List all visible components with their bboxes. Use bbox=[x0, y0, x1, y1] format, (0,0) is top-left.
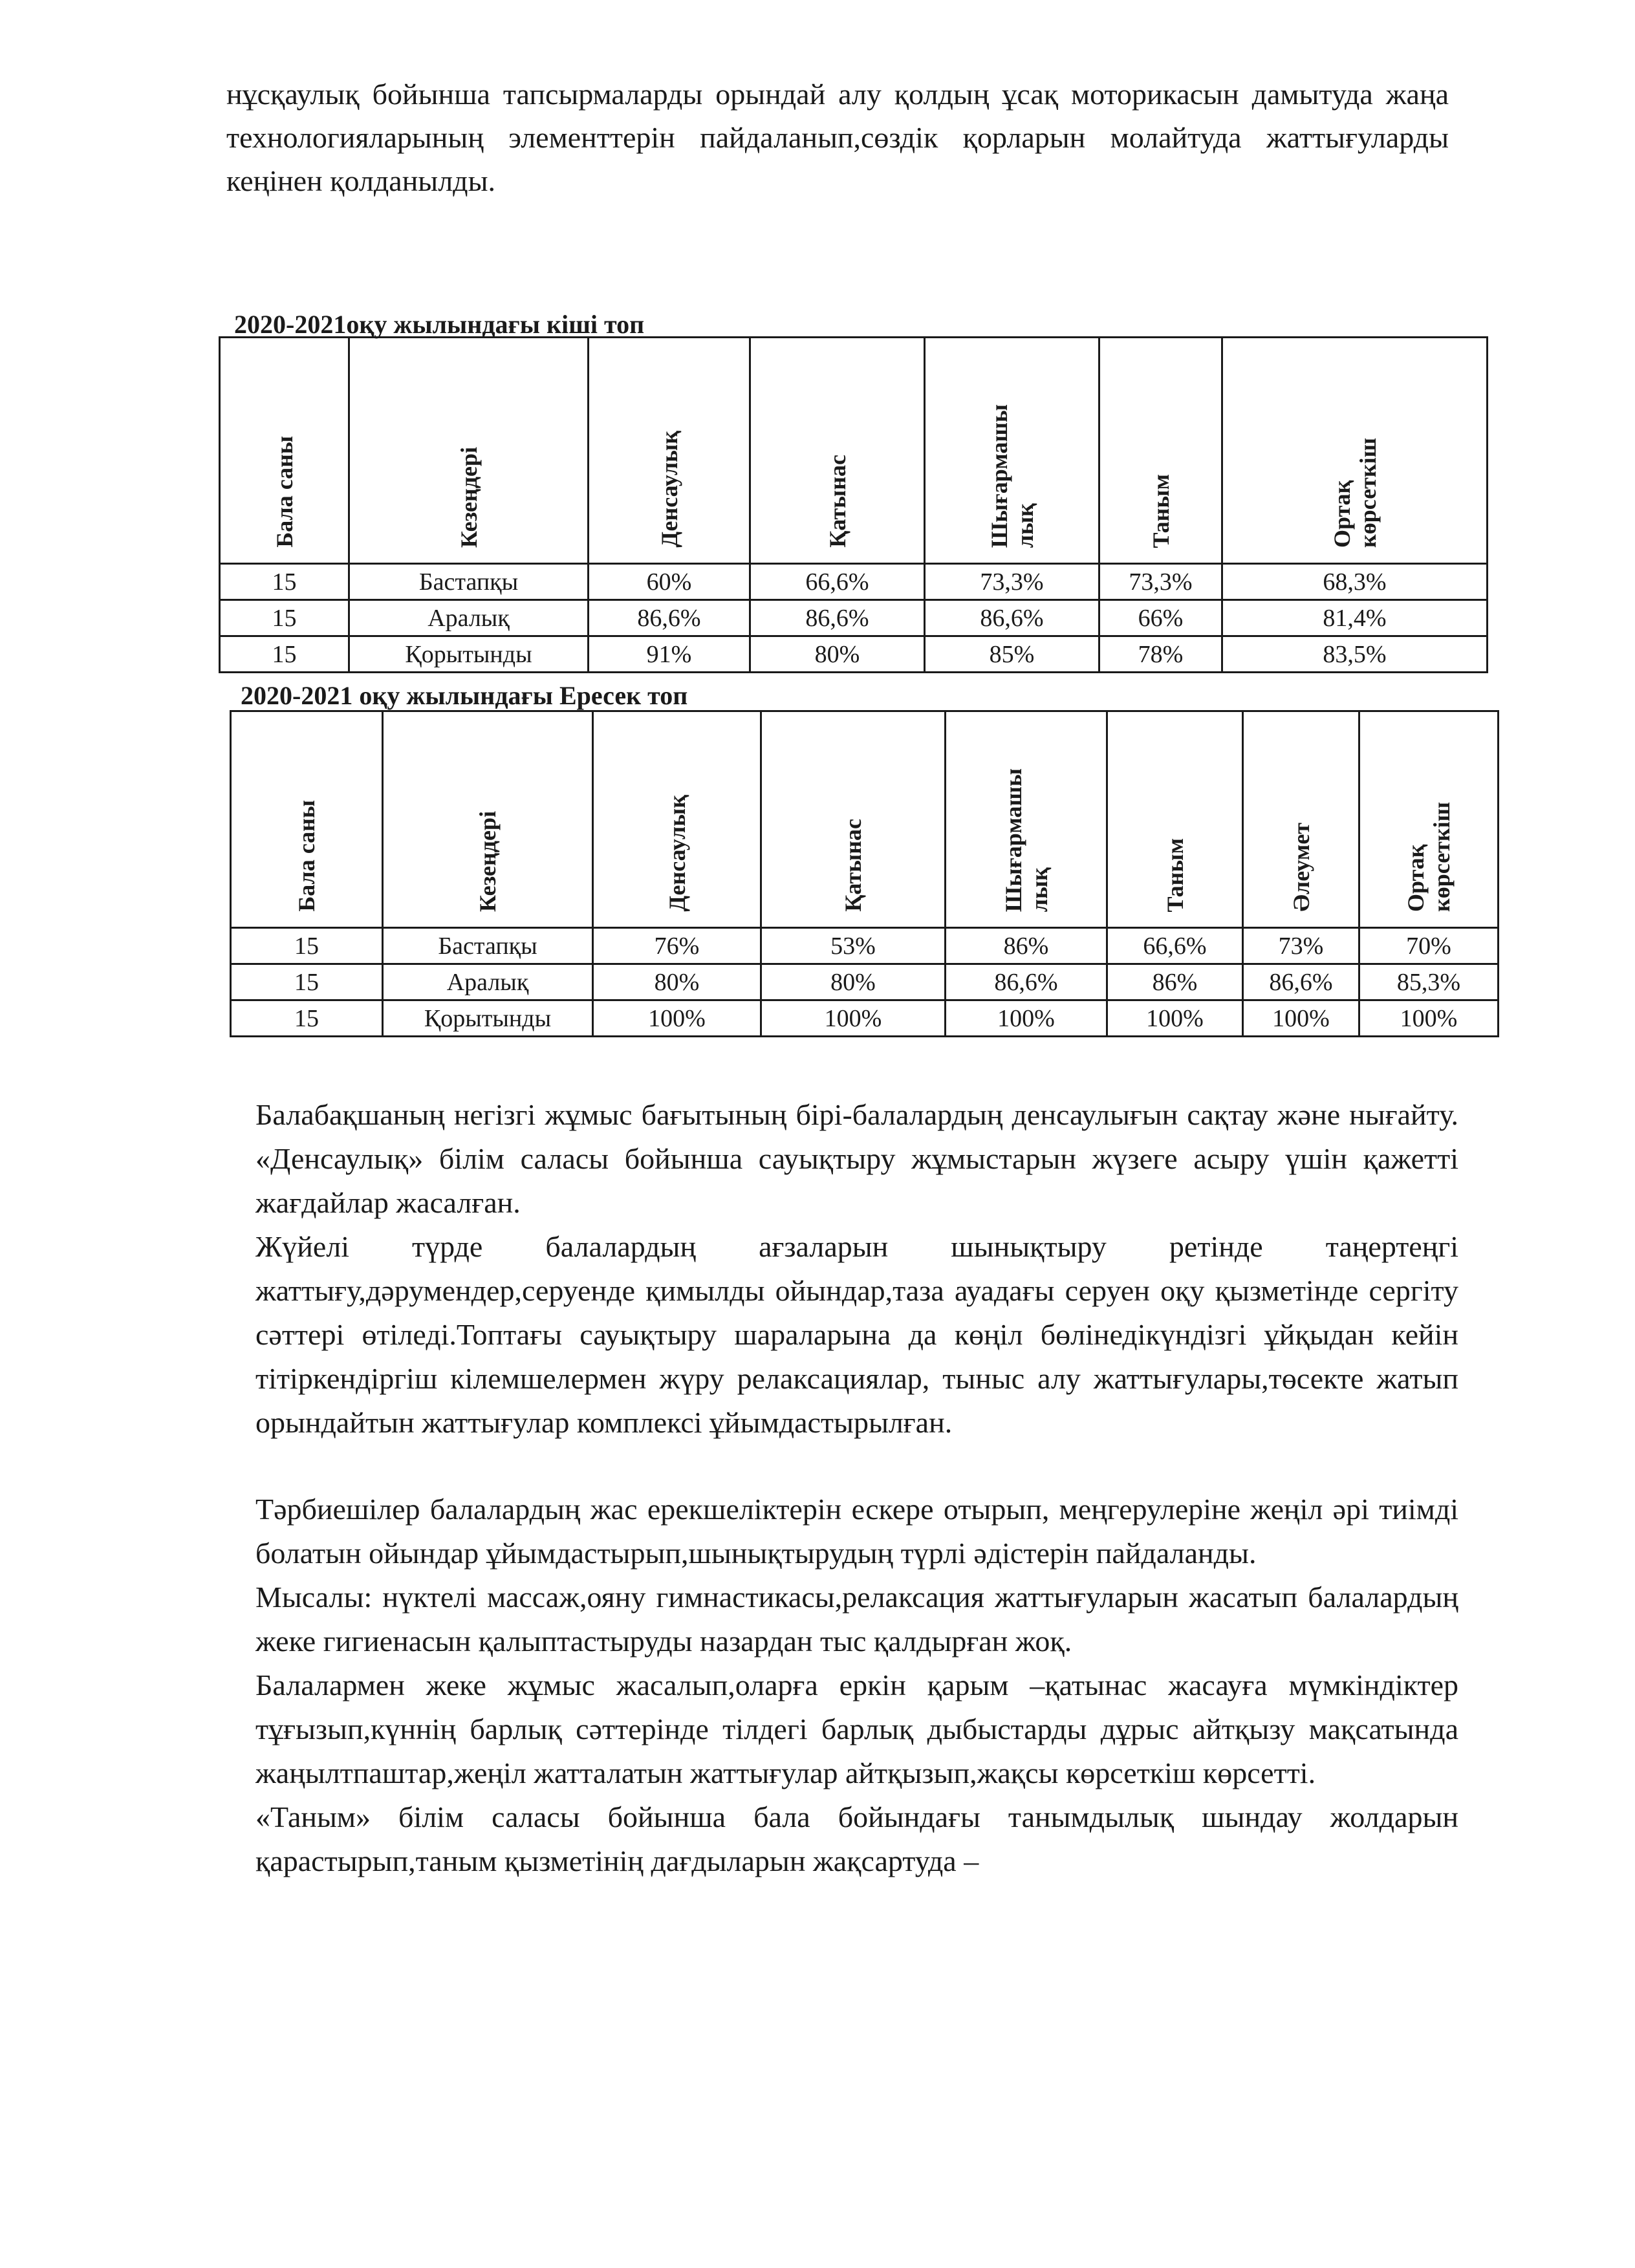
table-cell: 73% bbox=[1243, 928, 1359, 964]
paragraph: «Таным» білім саласы бойынша бала бойындағы танымдылық шындау жолдарын қарастырып,таным қызметінің дағдыларын жақсартуда – bbox=[255, 1800, 1458, 1877]
table2-header bbox=[1359, 711, 1499, 928]
table-cell: 66,6% bbox=[750, 564, 925, 600]
paragraph: Балабақшаның негізгі жұмыс бағытының бірі-балалардың денсаулығын сақтау және нығайту. «Денсаулық» білім саласы бойынша сауықтыру жұмыстарын жүзеге асыру үшін қажетті жағдайлар жасалған. bbox=[255, 1098, 1458, 1219]
table-cell: 15 bbox=[231, 964, 383, 1000]
table-row bbox=[231, 1000, 1499, 1037]
table-cell: 76% bbox=[593, 928, 761, 964]
table1-header bbox=[925, 338, 1099, 564]
table2-header-label: Бала саны bbox=[294, 800, 319, 912]
table1-header-label: Денсаулық bbox=[656, 431, 682, 548]
table2-header-label: Қатынас bbox=[840, 819, 866, 912]
table-cell: 60% bbox=[589, 564, 750, 600]
table-cell: 15 bbox=[220, 636, 349, 673]
table-row bbox=[231, 964, 1499, 1000]
table-cell: 73,3% bbox=[925, 564, 1099, 600]
table-cell: 53% bbox=[761, 928, 946, 964]
table1-title: 2020-2021оқу жылындағы кіші топ bbox=[234, 310, 645, 339]
paragraph: Тәрбиешілер балалардың жас ерекшеліктерін ескере отырып, меңгерулеріне жеңіл әрі тиімді болатын ойындар ұйымдастырып,шынықтырудың түрлі әдістерін пайдаланды. bbox=[255, 1493, 1458, 1570]
table-cell: Қорытынды bbox=[383, 1000, 593, 1037]
table-cell: Бастапқы bbox=[349, 564, 589, 600]
table-cell: 85,3% bbox=[1359, 964, 1499, 1000]
table1-header bbox=[750, 338, 925, 564]
table-cell: 100% bbox=[946, 1000, 1107, 1037]
table1-header-label: Қатынас bbox=[824, 455, 850, 548]
table2-header-label: Әлеумет bbox=[1288, 823, 1314, 912]
table-cell: 15 bbox=[220, 564, 349, 600]
table1-header-label: Ортақ көрсеткіш bbox=[1328, 438, 1381, 548]
table-junior-group bbox=[219, 336, 1488, 673]
table2-header-label: Кезеңдері bbox=[475, 810, 501, 912]
table2-header-row bbox=[231, 711, 1499, 928]
table2-header bbox=[761, 711, 946, 928]
table-cell: Аралық bbox=[349, 600, 589, 636]
table-row bbox=[220, 636, 1488, 673]
table-cell: 91% bbox=[589, 636, 750, 673]
table-cell: 86,6% bbox=[1243, 964, 1359, 1000]
table2-header bbox=[1243, 711, 1359, 928]
table-cell: 86,6% bbox=[925, 600, 1099, 636]
table-row bbox=[231, 928, 1499, 964]
table-cell: 80% bbox=[750, 636, 925, 673]
table2-header bbox=[1107, 711, 1243, 928]
table-cell: Бастапқы bbox=[383, 928, 593, 964]
table2-header bbox=[231, 711, 383, 928]
table-cell: 86% bbox=[1107, 964, 1243, 1000]
table2-header-label: Шығармашы лық bbox=[1000, 768, 1052, 912]
table-cell: 100% bbox=[1243, 1000, 1359, 1037]
table-cell: 100% bbox=[761, 1000, 946, 1037]
table1-header bbox=[1222, 338, 1488, 564]
table1-header-label: Бала саны bbox=[271, 436, 298, 548]
table-cell: 66,6% bbox=[1107, 928, 1243, 964]
table2-header-label: Таным bbox=[1162, 837, 1188, 912]
table-cell: 86,6% bbox=[589, 600, 750, 636]
table1-header bbox=[589, 338, 750, 564]
table2-header bbox=[593, 711, 761, 928]
table2-header-label: Ортақ көрсеткіш bbox=[1403, 802, 1455, 912]
intro-paragraph: нұсқаулық бойынша тапсырмаларды орындай алу қолдың ұсақ моторикасын дамытуда жаңа технологияларының элементтерін пайдаланып,сөздік қорларын молайтуда жаттығуларды кеңінен қолданылды. bbox=[226, 78, 1449, 197]
paragraph: Мысалы: нүктелі массаж,ояну гимнастикасы,релаксация жаттығуларын жасатып балалардың жеке гигиенасын қалыптастыруды назардан тыс қалдырған жоқ. bbox=[255, 1581, 1458, 1658]
table-cell: 86,6% bbox=[750, 600, 925, 636]
table-cell: 81,4% bbox=[1222, 600, 1488, 636]
table-cell: 15 bbox=[231, 1000, 383, 1037]
table1-header bbox=[1099, 338, 1222, 564]
table-cell: 80% bbox=[761, 964, 946, 1000]
paragraph: Жүйелі түрде балалардың ағзаларын шынықтыру ретінде таңертеңгі жаттығу,дәрумендер,серуенде қимылды ойындар,таза ауадағы серуен оқу қызметінде сергіту сәттері өтіледі.Топтағы сауықтыру шараларына да көңіл бөлінедікүндізгі ұйқыдан кейін тітіркендіргіш кілемшелермен жүру релаксациялар, тыныс алу жаттығулары,төсекте жатып орындайтын жаттығулар комплексі ұйымдастырылған. bbox=[255, 1230, 1458, 1439]
paragraph: Балалармен жеке жұмыс жасалып,оларға еркін қарым –қатынас жасауға мүмкіндіктер тұғызып,күннің барлық сәттерінде тілдегі барлық дыбыстарды дұрыс айтқызу мақсатында жаңылтпаштар,жеңіл жатталатын жаттығулар айтқызып,жақсы көрсеткіш көрсетті. bbox=[255, 1669, 1458, 1789]
table1-header-label: Кезеңдері bbox=[455, 446, 482, 548]
table-cell: 73,3% bbox=[1099, 564, 1222, 600]
table-cell: 68,3% bbox=[1222, 564, 1488, 600]
table1-header bbox=[220, 338, 349, 564]
table-senior-group bbox=[230, 710, 1499, 1037]
table1-header bbox=[349, 338, 589, 564]
table-row bbox=[220, 564, 1488, 600]
table-cell: 15 bbox=[220, 600, 349, 636]
table-cell: 100% bbox=[1359, 1000, 1499, 1037]
table2-header bbox=[383, 711, 593, 928]
table2-header-label: Денсаулық bbox=[664, 795, 690, 912]
table2-title: 2020-2021 оқу жылындағы Ересек топ bbox=[241, 681, 688, 710]
table-cell: 70% bbox=[1359, 928, 1499, 964]
table1-header-label: Таным bbox=[1147, 473, 1174, 548]
table-cell: 15 bbox=[231, 928, 383, 964]
table-row bbox=[220, 600, 1488, 636]
table-cell: 83,5% bbox=[1222, 636, 1488, 673]
body-text bbox=[255, 1093, 1458, 1883]
table-cell: 86,6% bbox=[946, 964, 1107, 1000]
table-cell: 100% bbox=[1107, 1000, 1243, 1037]
table-cell: 100% bbox=[593, 1000, 761, 1037]
table-cell: 86% bbox=[946, 928, 1107, 964]
table1-header-row bbox=[220, 338, 1488, 564]
table-cell: 85% bbox=[925, 636, 1099, 673]
table-cell: Қорытынды bbox=[349, 636, 589, 673]
table-cell: Аралық bbox=[383, 964, 593, 1000]
table-cell: 80% bbox=[593, 964, 761, 1000]
table-cell: 78% bbox=[1099, 636, 1222, 673]
table2-header bbox=[946, 711, 1107, 928]
table-cell: 66% bbox=[1099, 600, 1222, 636]
table1-header-label: Шығармашы лық bbox=[986, 404, 1038, 548]
